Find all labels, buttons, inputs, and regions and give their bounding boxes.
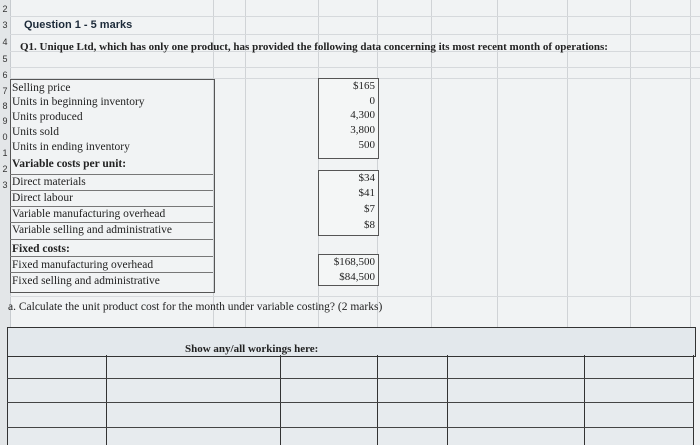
workings-gridline bbox=[377, 355, 378, 445]
table-row-label: Direct materials bbox=[12, 176, 86, 188]
row-separator bbox=[10, 272, 213, 273]
row-number[interactable]: 4 bbox=[2, 37, 8, 47]
workings-header bbox=[7, 327, 696, 357]
table-row-label: Units produced bbox=[12, 111, 83, 123]
row-separator bbox=[10, 239, 213, 240]
table-row-value[interactable]: 3,800 bbox=[350, 124, 375, 136]
table-row-label: Variable manufacturing overhead bbox=[12, 208, 166, 220]
workings-gridline bbox=[106, 355, 107, 445]
table-row-value[interactable]: $41 bbox=[358, 187, 375, 199]
row-number[interactable]: 2 bbox=[2, 4, 8, 14]
row-number[interactable]: 3 bbox=[2, 180, 8, 190]
workings-gridline bbox=[7, 355, 8, 445]
table-row-label: Fixed manufacturing overhead bbox=[12, 259, 154, 271]
gridline bbox=[10, 16, 700, 17]
row-number[interactable]: 9 bbox=[2, 116, 8, 126]
table-row-label: Fixed costs: bbox=[12, 243, 70, 255]
table-row-label: Variable costs per unit: bbox=[12, 158, 127, 170]
question-title: Question 1 - 5 marks bbox=[24, 19, 133, 31]
workings-label: Show any/all workings here: bbox=[185, 343, 319, 355]
table-row-value[interactable]: $168,500 bbox=[333, 256, 375, 268]
table-row-value[interactable]: $8 bbox=[364, 219, 375, 231]
table-row-label: Variable selling and administrative bbox=[12, 224, 172, 236]
row-number[interactable]: 8 bbox=[2, 101, 8, 111]
table-row-label: Units in beginning inventory bbox=[12, 96, 145, 108]
table-row-value[interactable]: 0 bbox=[369, 95, 375, 107]
table-row-label: Units in ending inventory bbox=[12, 141, 130, 153]
workings-gridline bbox=[7, 402, 694, 403]
part-a-question: a. Calculate the unit product cost for the month under variable costing? (2 marks) bbox=[8, 301, 383, 313]
gridline bbox=[10, 34, 700, 35]
workings-gridline bbox=[693, 355, 694, 445]
row-separator bbox=[10, 222, 213, 223]
workings-gridline bbox=[447, 355, 448, 445]
table-row-value[interactable]: 4,300 bbox=[350, 109, 375, 121]
table-row-value[interactable]: $7 bbox=[364, 203, 375, 215]
workings-gridline bbox=[7, 427, 694, 428]
row-number[interactable]: 1 bbox=[2, 148, 8, 158]
row-number[interactable]: 6 bbox=[2, 70, 8, 80]
table-row-value[interactable]: 500 bbox=[358, 139, 375, 151]
table-row-label: Direct labour bbox=[12, 192, 73, 204]
gridline bbox=[10, 67, 700, 68]
row-number[interactable]: 3 bbox=[2, 20, 8, 30]
table-row-label: Fixed selling and administrative bbox=[12, 275, 160, 287]
table-row-value[interactable]: $34 bbox=[358, 172, 375, 184]
row-number[interactable]: 7 bbox=[2, 86, 8, 96]
table-row-label: Selling price bbox=[12, 82, 71, 94]
table-row-value[interactable]: $84,500 bbox=[339, 271, 375, 283]
table-row-value[interactable]: $165 bbox=[353, 80, 375, 92]
row-separator bbox=[10, 256, 213, 257]
table-row-label: Units sold bbox=[12, 126, 59, 138]
workings-gridline bbox=[584, 355, 585, 445]
gridline bbox=[10, 296, 700, 297]
row-separator bbox=[10, 206, 213, 207]
workings-gridline bbox=[280, 355, 281, 445]
question-intro: Q1. Unique Ltd, which has only one product, has provided the following data concerning its most recent month of operations: bbox=[20, 41, 608, 53]
row-number[interactable]: 0 bbox=[2, 132, 8, 142]
workings-gridline bbox=[7, 378, 694, 379]
row-separator bbox=[10, 190, 213, 191]
row-separator bbox=[10, 174, 213, 175]
row-number[interactable]: 5 bbox=[2, 54, 8, 64]
row-number[interactable]: 2 bbox=[2, 164, 8, 174]
